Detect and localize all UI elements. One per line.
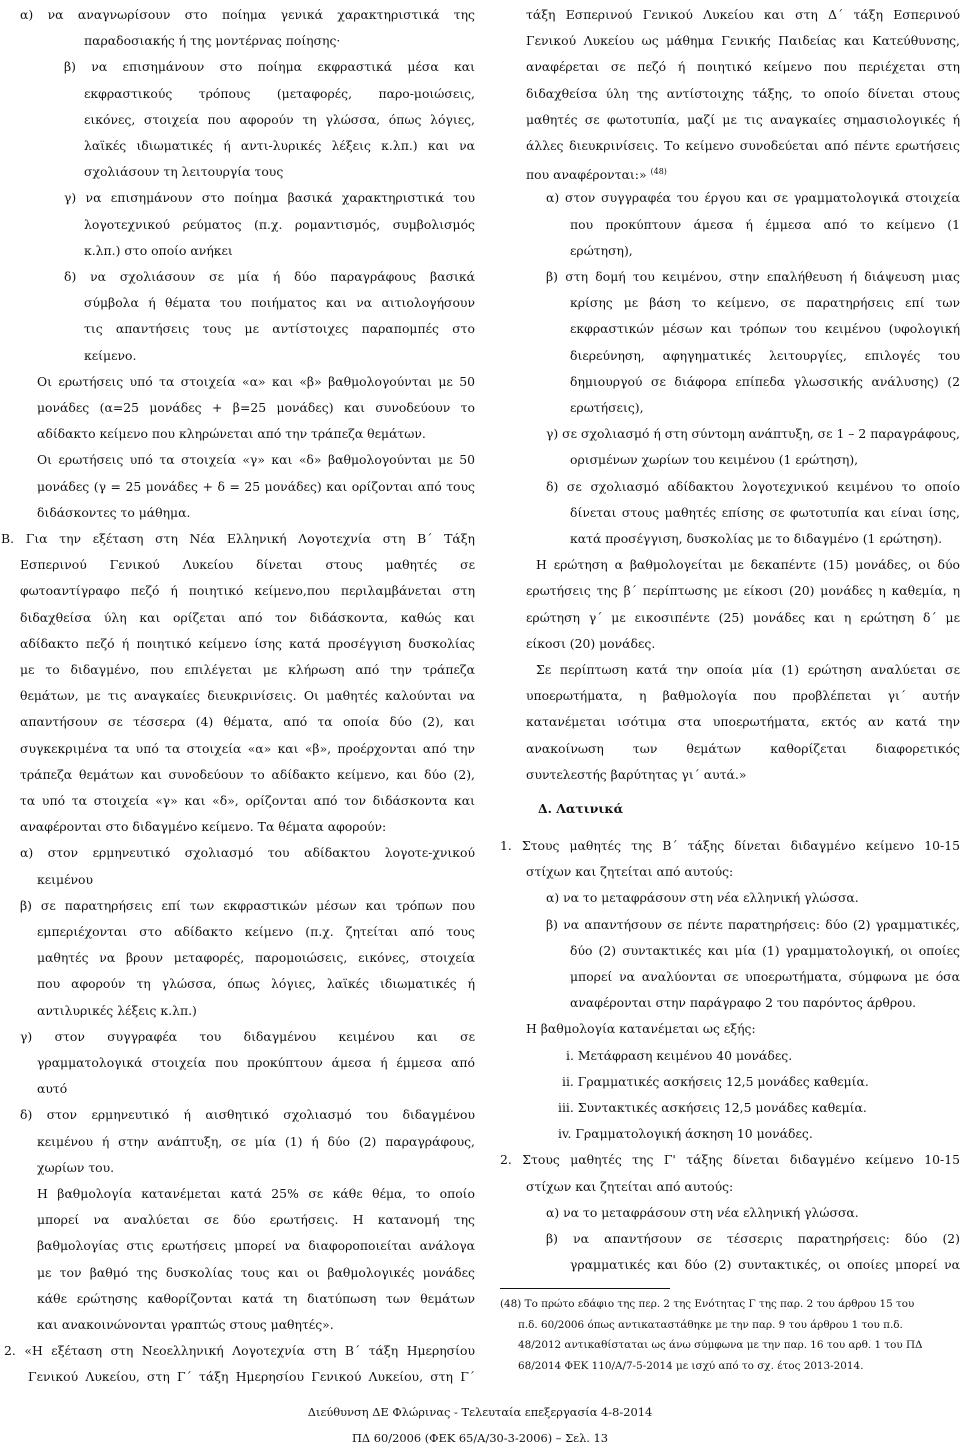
text-line-content: Σε περίπτωση κατά την οποία μία (1) ερώτηση αναλύεται σε [536,662,960,677]
text-line-content: εκφραστικούς τρόπους (μεταφορές, παρο-μοιώσεις, [84,85,475,101]
text-line [526,111,960,137]
text-line-content: α) στον συγγραφέα του έργου και σε γραμματολογικά στοιχεία [546,190,960,206]
text-line-content: 2. Στους μαθητές της Γ' τάξης δίνεται διδαγμένο κείμενο 10-15 [500,1152,960,1168]
text-line-content: δ) σε σχολιασμό αδίδακτου λογοτεχνικού κειμένου το οποίο [546,478,960,494]
text-line-content: λογοτεχνικού ρεύματος (π.χ. ρομαντισμός, συμβολισμός [84,216,475,232]
text-line-content: δ) στον ερμηνευτικό ή αισθητικό σχολιασμό του διδαγμένου [20,1107,475,1123]
text-line [526,609,960,635]
text-line [20,6,475,32]
text-line-content: λαϊκές ιδιωματικές ή αντι-λυρικές λέξεις κ.λπ.) και να [84,138,475,153]
text-line-content: εικόνες, στοιχεία που αφορούν τη γλώσσα, όπως λόγιες, [84,111,475,127]
text-line [526,863,960,889]
text-line [518,1359,960,1377]
text-line [64,189,475,215]
text-line-content: άλλες διευκρινίσεις. Το κείμενο συνοδεύεται από πέντε ερωτήσεις [526,138,960,153]
text-line-content: με το διδαγμένο, που επιλέγεται με κλήρωση από την τράπεζα [20,662,475,677]
text-line [84,216,475,242]
text-line-content: αναφέρονται στην παράγραφο 2 του παρόντος άρθρου. [570,995,917,1011]
text-line [37,1054,475,1080]
text-line-content: κειμένου ή στην ανάπτυξη, σε μία (1) ή δύο (2) παραγράφους, [37,1133,475,1149]
text-line-content: Γενικού Λυκείου, στη Γ΄ τάξη Ημερησίου Γενικού Λυκείου, στη Γ΄ [28,1369,475,1385]
text-line-content: α) στον ερμηνευτικό σχολιασμό του αδίδακτου λογοτε-χνικού [20,845,475,861]
text-line [20,818,475,844]
text-line [570,942,960,968]
text-line [562,1073,960,1099]
text-line [37,1316,475,1342]
text-line-content: β) να επισημάνουν στο ποίημα εκφραστικά μέσα και [64,59,475,75]
text-line [37,1002,475,1028]
text-line [526,713,960,739]
text-line-content: δύο (2) συντακτικές και μία (1) γραμματολογική, οι οποίες [570,942,960,958]
text-line-content: β) να απαντήσουν σε τέσσερις παρατηρήσεις: δύο (2) [546,1231,960,1246]
text-line [37,504,475,530]
text-line-content: που προκύπτουν άμεσα ή έμμεσα από το κείμενο (1 [570,216,960,232]
text-line-content: ερωτήσεις), [570,400,644,415]
text-line-content: σχολιάσουν τη λειτουργία τους [84,164,284,180]
text-line-content: iv. Γραμματολογική άσκηση 10 μονάδες. [558,1126,813,1142]
text-line [536,661,960,687]
text-line-content: Γενικού Λυκείου ως μάθημα Γενικής Παιδείας και Κατεύθυνσης, [526,33,960,49]
text-line-content: μαθητές να βρουν μεταφορές, παρομοιώσεις, εικόνες, στοιχεία [37,950,475,966]
text-line-content: διερεύνηση, αφηγηματικές λειτουργίες, επιλογές του [570,347,960,363]
text-line-content: ορισμένων χωρίων του κειμένου (1 ερώτηση), [570,452,859,468]
text-line [37,923,475,949]
text-line [84,85,475,111]
text-line-content: Η βαθμολογία κατανέμεται κατά 25% σε κάθε θέμα, το οποίο [37,1186,475,1201]
section-heading: Δ. Λατινικά [538,801,624,816]
text-line-content: β) στη δομή του κειμένου, στην επαλήθευση ή διάψευση μιας [546,269,960,284]
text-line-content: παραδοσιακής ή της μοντέρνας ποίησης· [84,33,341,49]
text-line-content: αυτό [37,1081,68,1097]
text-line-content: που αναφέρονται:» [526,167,651,183]
text-line [84,320,475,346]
text-line [37,1185,475,1211]
text-line-content: τις απαντήσεις τους με αντίστοιχες παραπομπές στο [84,321,475,337]
text-line [526,740,960,766]
text-line-content: γ) να επισημάνουν στο ποίημα βασικά χαρακτηριστικά του [64,190,475,206]
text-line-content: Η βαθμολογία κατανέμεται ως εξής: [526,1021,756,1037]
text-line-content: κατανέμεται ισότιμα στα υποερωτήματα, εκτός αν κατά την [526,714,960,730]
text-line-content: εμπεριέχονται στο αδίδακτο κείμενο (π.χ. ζητείται από τους [37,924,475,939]
text-line [546,889,960,915]
text-line-content: κείμενο. [84,347,137,363]
text-line-content: β) να απαντήσουν σε πέντε παρατηρήσεις: δύο (2) γραμματικές, [546,916,960,932]
text-line [84,32,475,58]
text-line [526,766,960,792]
text-line-content: δίνεται στους μαθητές επίσης σε φωτοτυπία και είναι ίσης, [570,504,960,520]
text-line [37,1159,475,1185]
text-line-content: τράπεζα θεμάτων και συνοδεύουν το αδίδακτο κείμενο, και δύο (2), [20,766,475,782]
text-line-content: γραμματικές και δύο (2) συντακτικές, οι οποίες μπορεί να [570,1257,960,1273]
text-line [558,1099,960,1125]
text-line-content: μπορεί να αναλύεται σε δύο ερωτήσεις. Η κατανομή της [37,1212,475,1228]
text-line [37,1237,475,1263]
text-line [4,1342,475,1368]
text-line [526,635,960,661]
text-line-content: με τον βαθμό της δυσκολίας τους και οι βαθμολογικές μονάδες [37,1264,475,1280]
text-line [570,216,960,242]
text-line-content: β) σε παρατηρήσεις επί των εκφραστικών μέσων και τρόπων που [20,897,475,913]
text-line [570,504,960,530]
text-line [20,635,475,661]
text-line-content: Εσπερινού Γενικού Λυκείου δίνεται στους μαθητές σε [20,557,475,573]
text-line [500,1151,960,1177]
text-line [570,968,960,994]
text-line [37,451,475,477]
text-line [37,425,475,451]
text-line-content: βαθμολογίας στις ερωτήσεις μπορεί να διαφοροποιείται ανάλογα [37,1238,475,1254]
text-line-content: γραμματολογικά στοιχεία που προκύπτουν άμεσα ή έμμεσα από [37,1055,475,1070]
text-line [20,687,475,713]
text-line-content: αδίδακτο πεζό ή ποιητικό κείμενο ίσης κατά προσέγγιση δυσκολίας [20,635,475,651]
text-line [570,242,960,268]
text-line [20,766,475,792]
text-line-content: Η ερώτηση α βαθμολογείται με δεκαπέντε (15) μονάδες, οι δύο [536,557,960,573]
text-line-content: 48/2012 αντικαθίσταται ως άνω σύμφωνα με την παρ. 16 του αρθ. 1 του ΠΔ [518,1339,923,1351]
text-line [546,268,960,294]
text-line [570,294,960,320]
text-line-content: (48) Το πρώτο εδάφιο της περ. 2 της Ενότητας Γ της παρ. 2 του άρθρου 15 του [500,1298,915,1310]
text-line-content: σύμβολα ή θέματα του ποιήματος και να αιτιολογήσουν [84,295,475,311]
text-line [37,1290,475,1316]
text-line [37,1211,475,1237]
text-line [546,1230,960,1256]
text-line [570,347,960,373]
text-line [84,294,475,320]
text-line-content: διδαχθείσα ύλη της αντίστοιχης τάξης, το οποίο δίνεται στους [526,85,960,101]
text-line-content: απαντήσουν σε τέσσερα (4) θέματα, από τα οποία δύο (2), και [20,714,475,730]
text-line [546,189,960,215]
text-line-content: δημιουργού σε διάφορα επίπεδα γλωσσικής ανάλυσης) (2 [570,373,960,389]
text-line [526,32,960,58]
text-line [84,347,475,373]
text-line [37,975,475,1001]
text-line [64,268,475,294]
text-line-content: κατά προσέγγιση, δυσκολίας με το διδαγμένο (1 ερώτηση). [570,531,943,546]
text-line [20,740,475,766]
text-line [20,609,475,635]
text-line-content: i. Μετάφραση κειμένου 40 μονάδες. [566,1047,793,1063]
text-line [20,844,475,870]
text-line-content: α) να αναγνωρίσουν στο ποίημα γενικά χαρακτηριστικά της [20,7,475,22]
text-line [526,85,960,111]
text-line [20,582,475,608]
text-line-content: Οι ερωτήσεις υπό τα στοιχεία «γ» και «δ» βαθμολογούνται με 50 [37,452,475,468]
text-line [570,373,960,399]
text-line [37,871,475,897]
text-line-content: μονάδες (γ = 25 μονάδες + δ = 25 μονάδες) και ορίζονται από τους [37,478,475,494]
text-line [64,58,475,84]
text-line-content: γ) σε σχολιασμό ή στη σύντομη ανάπτυξη, σε 1 – 2 παραγράφους, [546,426,960,442]
text-line [518,1318,960,1336]
text-line [526,582,960,608]
text-line-content: Β. Για την εξέταση στη Νέα Ελληνική Λογοτεχνία στη Β΄ Τάξη [1,531,475,546]
text-line [20,897,475,923]
text-line [37,399,475,425]
text-line-content: εκφραστικών μέσων και τρόπων του κειμένου (υφολογική [570,321,960,337]
text-line [20,792,475,818]
text-line-content: π.δ. 60/2006 όπως αντικαταστάθηκε με την παρ. 9 του άρθρου 1 του π.δ. [518,1318,903,1331]
text-line-content: μαθητές σε φωτοτυπία, μαζί με τις αναγκαίες σημασιολογικές ή [526,111,960,127]
text-line-content: στίχων και ζητείται από αυτούς: [526,1178,734,1194]
text-line [526,6,960,32]
text-line-content: κάθε ερώτησης καθορίζονται κατά τη διατύπωση των θεμάτων [37,1290,475,1306]
text-line [20,713,475,739]
text-line [546,478,960,504]
text-line-content: θεμάτων, με τις αναγκαίες διευκρινίσεις. Οι μαθητές καλούνται να [20,688,475,704]
text-line [500,837,960,863]
text-line-content: αντιλυρικές λέξεις κ.λπ.) [37,1002,197,1018]
text-line [526,1020,960,1046]
text-line-content: διδαχθείσα ύλη και ορίζεται από τον διδάσκοντα, καθώς και [20,609,475,625]
text-line [566,1047,960,1073]
text-line [526,1178,960,1204]
text-line [84,163,475,189]
text-line-content: α) να το μεταφράσουν στη νέα ελληνική γλώσσα. [546,890,859,906]
text-line [526,58,960,84]
text-line [28,1368,475,1394]
text-line-content: αδίδακτο κείμενο που κληρώνεται από την τράπεζα θεμάτων. [37,426,426,442]
text-line-content: φωτοαντίγραφο πεζό ή ποιητικό κείμενο,που περιλαμβάνεται στη [20,583,475,599]
text-line-content: ερώτηση γ΄ με εικοσιπέντε (25) μονάδες και η ερώτηση δ΄ με [526,609,960,625]
text-line [546,1204,960,1230]
text-line-content: στίχων και ζητείται από αυτούς: [526,864,734,880]
text-line-content: μονάδες (α=25 μονάδες + β=25 μονάδες) και συνοδεύουν το [37,400,475,415]
text-line [570,399,960,425]
text-line [37,1080,475,1106]
text-line [20,661,475,687]
text-line [558,1125,960,1151]
text-line [1,530,475,556]
text-line-content: τα υπό τα στοιχεία «γ» και «δ», ορίζονται από τον διδάσκοντα και [20,793,475,808]
text-line-content: κειμένου [37,871,94,887]
text-line [20,1028,475,1054]
text-line-content: 2. «Η εξέταση στη Νεοελληνική Λογοτεχνία στη Β΄ τάξη Ημερησίου [4,1343,475,1359]
text-line-content: ερωτήσεις της β΄ περίπτωσης με είκοσι (20) μονάδες η καθεμία, η [526,583,960,599]
text-line [37,373,475,399]
text-line-content: ερώτηση), [570,242,633,258]
text-line [84,111,475,137]
text-line-content: 68/2014 ΦΕΚ 110/Α/7-5-2014 με ισχύ από το σχ. έτος 2013-2014. [518,1359,864,1372]
text-line-content: διδάσκοντες το μάθημα. [37,504,191,520]
text-line [37,1133,475,1159]
text-line-content: ανακοίνωση των θεμάτων καθορίζεται διαφορετικός [526,740,960,756]
text-line-content: που αφορούν τη γλώσσα, όπως λόγιες, λαϊκές ιδιωματικές ή [37,976,475,992]
text-line [37,1264,475,1290]
text-line-content: μπορεί να αναλύονται σε υποερωτήματα, σύμφωνα με όσα [570,969,960,984]
text-line [20,1106,475,1132]
text-line [526,163,960,189]
text-line [570,1256,960,1282]
text-line-content: κ.λπ.) στο οποίο ανήκει [84,242,233,258]
text-line [570,530,960,556]
footer-source-line: Διεύθυνση ΔΕ Φλώρινας - Τελευταία επεξεργασία 4-8-2014 [307,1405,653,1419]
text-line-content: χωρίων του. [37,1159,115,1175]
footer-page-line: ΠΔ 60/2006 (ΦΕΚ 65/Α/30-3-2006) – Σελ. 13 [351,1431,609,1445]
text-line [546,425,960,451]
text-line-content: ii. Γραμματικές ασκήσεις 12,5 μονάδες καθεμία. [562,1073,869,1089]
text-line-content: αναφέρεται σε πεζό ή ποιητικό κείμενο που περιέχεται στη [526,59,960,75]
text-line-content: συντελεστής βαρύτητας γι΄ αυτά.» [526,766,747,782]
text-line [526,137,960,163]
text-line-content: τάξη Εσπερινού Γενικού Λυκείου και στη Δ΄ τάξη Εσπερινού [526,7,960,22]
footnote-marker: (48) [650,167,667,177]
text-line [37,949,475,975]
text-line [546,916,960,942]
text-line-content: συγκεκριμένα τα υπό τα στοιχεία «α» και «β», προέρχονται από την [20,740,475,756]
text-line-content: υποερωτήματα, η βαθμολογία που προβλέπεται γι΄ αυτήν [526,688,960,704]
text-line-content: 1. Στους μαθητές της Β΄ τάξης δίνεται διδαγμένο κείμενο 10-15 [500,838,960,853]
text-line [570,320,960,346]
text-line [500,1297,960,1315]
text-line [84,137,475,163]
text-line [526,687,960,713]
text-line [37,478,475,504]
text-line [570,994,960,1020]
text-line-content: και ανακοινώνονται γραπτώς στους μαθητές». [37,1317,334,1332]
text-line [20,556,475,582]
text-line-content: α) να το μεταφράσουν στη νέα ελληνική γλώσσα. [546,1204,859,1220]
text-line-content: αναφέρονται στο διδαγμένο κείμενο. Τα θέματα αφορούν: [20,819,387,835]
text-line [536,556,960,582]
text-line-content: είκοσι (20) μονάδες. [526,635,656,651]
text-line [84,242,475,268]
text-line [570,451,960,477]
text-line-content: Οι ερωτήσεις υπό τα στοιχεία «α» και «β» βαθμολογούνται με 50 [37,373,475,389]
text-line-content: κρίσης με βάση το κείμενο, σε παρατηρήσεις επί των [570,295,960,311]
text-line [518,1338,960,1356]
text-line-content: γ) στον συγγραφέα του διδαγμένου κειμένου και σε [20,1028,475,1044]
text-line-content: δ) να σχολιάσουν σε μία ή δύο παραγράφους βασικά [64,269,475,284]
footnote-rule [500,1288,670,1289]
text-line-content: iii. Συντακτικές ασκήσεις 12,5 μονάδες καθεμία. [558,1100,867,1115]
